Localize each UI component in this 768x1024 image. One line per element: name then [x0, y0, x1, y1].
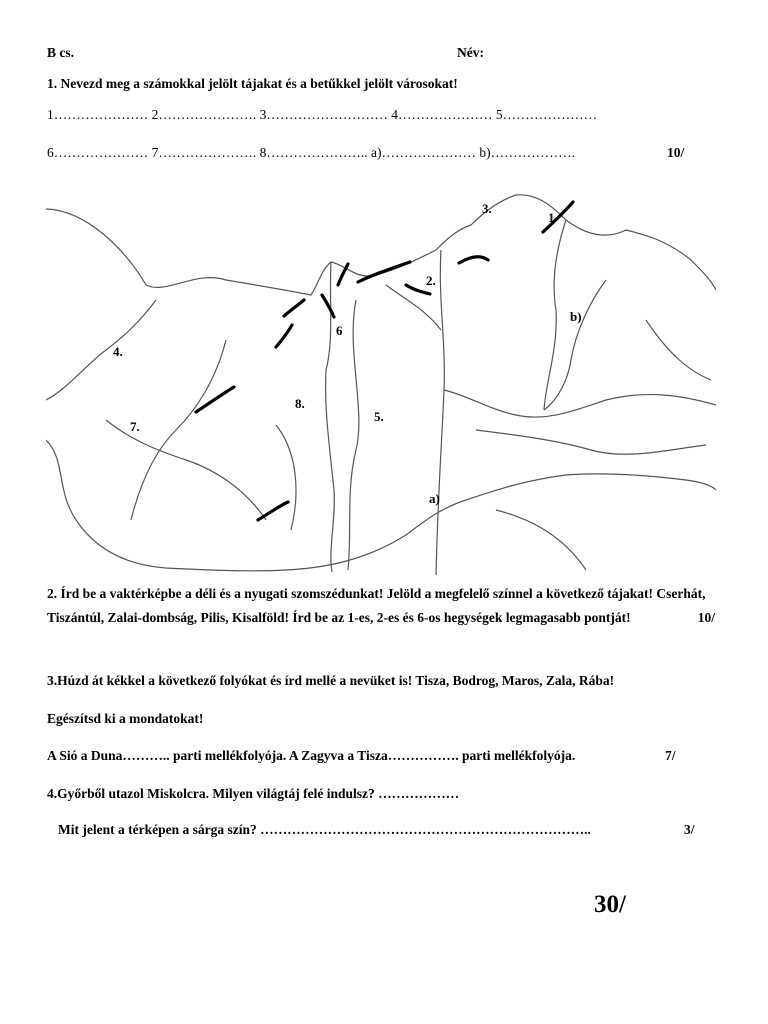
q4-score: 3/: [684, 822, 695, 837]
map-label-3: 3.: [482, 201, 492, 216]
map-label-b: b): [570, 309, 582, 324]
class-label: B cs.: [47, 45, 74, 60]
total-score: 30/: [594, 891, 626, 918]
q1-answer-row-1[interactable]: 1………………… 2…………………. 3……………………… 4………………… 5…………………: [47, 107, 598, 122]
map-label-8: 8.: [295, 396, 305, 411]
map-label-1: 1: [548, 210, 555, 225]
q3-complete-label: Egészítsd ki a mondatokat!: [47, 711, 204, 726]
map-label-5: 5.: [374, 409, 384, 424]
q3-text: 3.Húzd át kékkel a következő folyókat és írd mellé a nevüket is! Tisza, Bodrog, Maros, Zala, Rába!: [47, 673, 615, 688]
map-label-2: 2.: [426, 273, 436, 288]
map-label-6: 6: [336, 323, 343, 338]
country-outline: [46, 195, 716, 575]
map-label-a: a): [429, 491, 440, 506]
map-label-7: 7.: [130, 419, 140, 434]
q3-sentence[interactable]: A Sió a Duna……….. parti mellékfolyója. A Zagyva a Tisza……………. parti mellékfolyója.: [47, 748, 576, 763]
q4-sub[interactable]: Mit jelent a térképen a sárga szín? ………………………………………………………………..: [58, 822, 591, 837]
q3-score: 7/: [665, 748, 676, 763]
q4-text[interactable]: 4.Győrből utazol Miskolcra. Milyen világtáj felé indulsz? ………………: [47, 786, 460, 801]
blind-map: [46, 190, 716, 575]
mountain-ranges: [196, 202, 573, 520]
q2-score: 10/: [697, 610, 715, 625]
map-label-4: 4.: [113, 344, 123, 359]
q1-question: 1. Nevezd meg a számokkal jelölt tájakat és a betűkkel jelölt városokat!: [47, 76, 458, 91]
q2-text: 2. Írd be a vaktérképbe a déli és a nyugati szomszédunkat! Jelöld a megfelelő színnel a következő tájakat! Cserhát, Tiszántúl, Zalai-dombság, Pilis, Kisalföld! Írd be az 1-es, 2-es és 6-os hegységek legmagasabb pontját!: [47, 586, 706, 625]
q1-answer-row-2[interactable]: 6………………… 7…………………. 8………………….. a)………………… b)……………….: [47, 145, 575, 160]
q2-block: [47, 582, 715, 630]
name-label: Név:: [457, 45, 484, 60]
q1-score: 10/: [667, 145, 685, 160]
